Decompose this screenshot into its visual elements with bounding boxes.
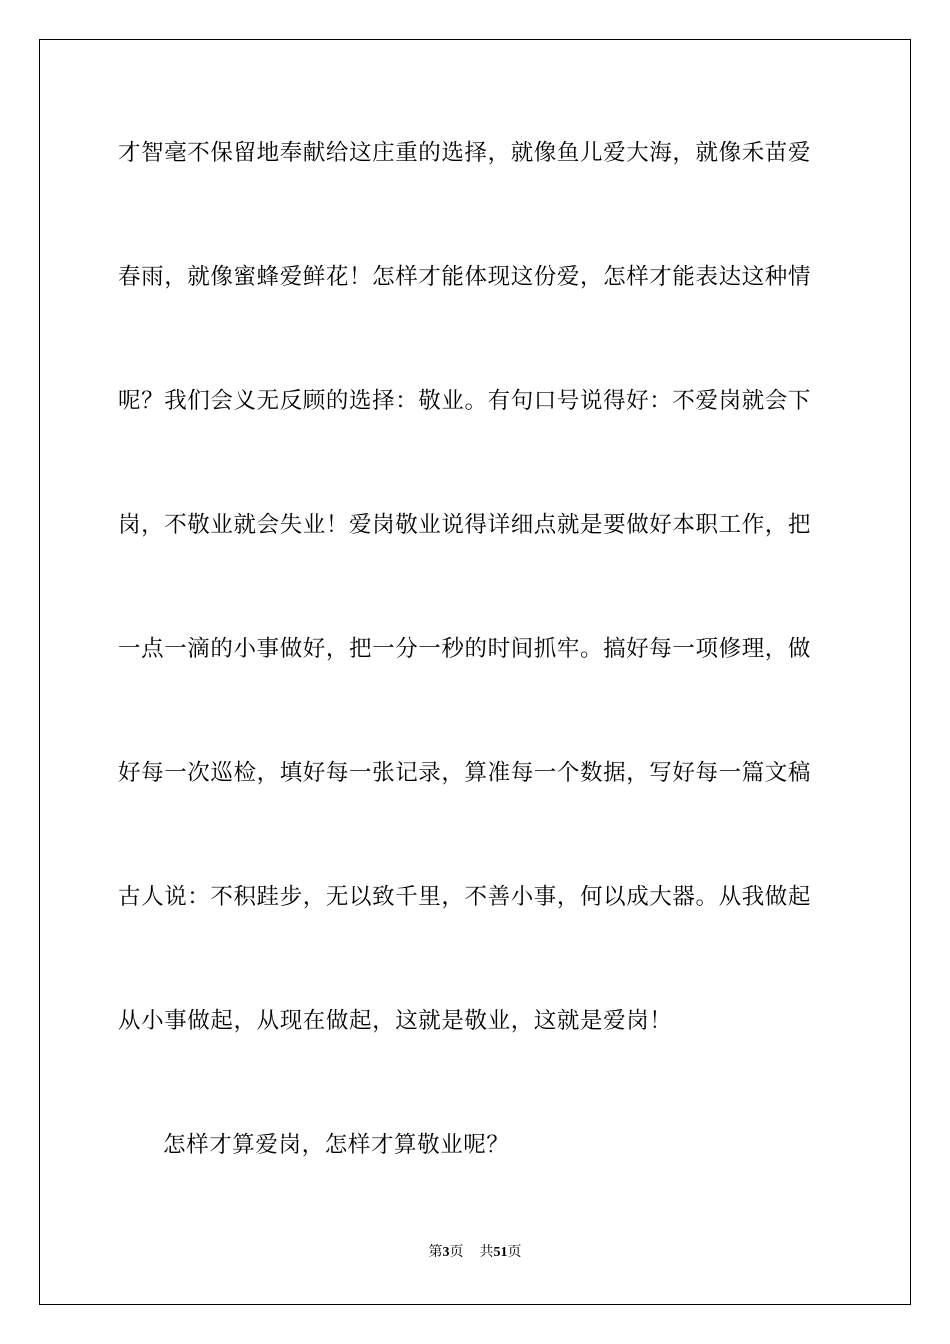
page-footer bbox=[0, 1244, 950, 1262]
page-prefix: 第 bbox=[428, 1245, 443, 1260]
paragraph-line-indented: 怎样才算爱岗，怎样才算敬业呢？ bbox=[163, 1132, 510, 1158]
paragraph-line: 好每一次巡检，填好每一张记录，算准每一个数据，写好每一篇文稿 bbox=[118, 760, 812, 786]
page-number: 3 bbox=[442, 1245, 450, 1260]
paragraph-line: 春雨，就像蜜蜂爱鲜花！怎样才能体现这份爱，怎样才能表达这种情 bbox=[118, 264, 812, 290]
total-suffix: 页 bbox=[507, 1245, 522, 1260]
paragraph-line: 从小事做起，从现在做起，这就是敬业，这就是爱岗！ bbox=[118, 1008, 673, 1034]
total-pages: 51 bbox=[493, 1245, 508, 1260]
paragraph-line: 一点一滴的小事做好，把一分一秒的时间抓牢。搞好每一项修理，做 bbox=[118, 636, 812, 662]
paragraph-line: 岗，不敬业就会失业！爱岗敬业说得详细点就是要做好本职工作，把 bbox=[118, 512, 812, 538]
page-border bbox=[39, 39, 911, 1305]
paragraph-line: 才智毫不保留地奉献给这庄重的选择，就像鱼儿爱大海，就像禾苗爱 bbox=[118, 140, 812, 166]
total-prefix: 共 bbox=[479, 1245, 494, 1260]
paragraph-line: 呢？我们会义无反顾的选择：敬业。有句口号说得好：不爱岗就会下 bbox=[118, 388, 812, 414]
paragraph-line: 古人说：不积跬步，无以致千里，不善小事，何以成大器。从我做起 bbox=[118, 884, 812, 910]
page-suffix: 页 bbox=[449, 1245, 464, 1260]
